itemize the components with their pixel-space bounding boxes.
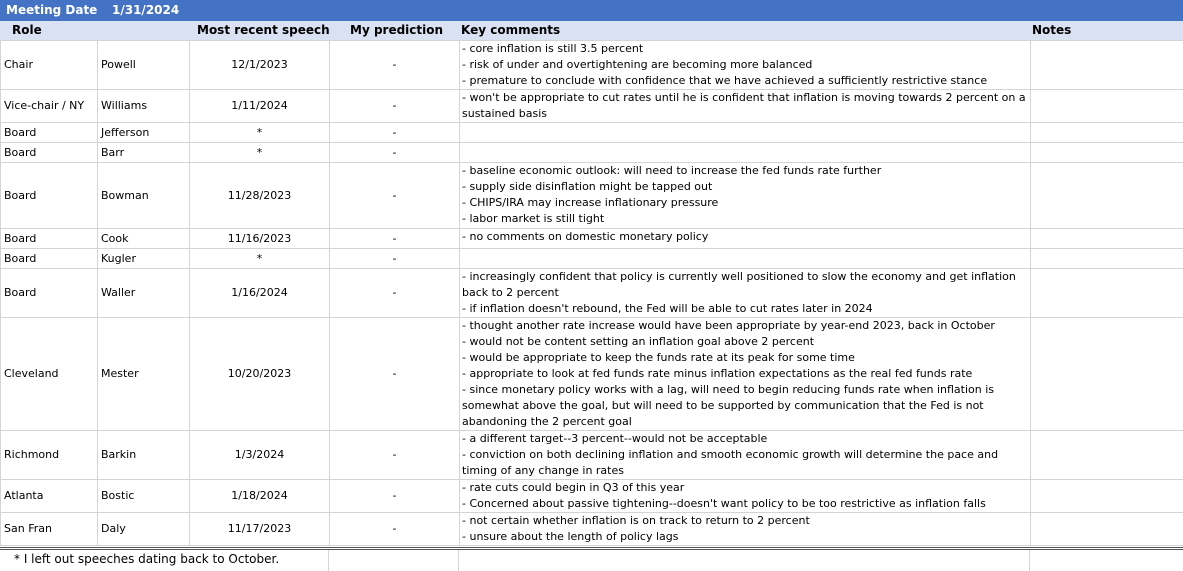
notes-cell [1031,163,1183,229]
key-comments-cell [460,249,1031,269]
speech-date-cell: * [190,123,330,143]
table-row [1,480,1183,513]
role-cell: Board [1,163,98,229]
notes-cell [1031,513,1183,546]
role-cell: Vice-chair / NY [1,90,98,123]
comment-line: - risk of under and overtightening are becoming more balanced [462,57,1028,73]
key-comments-cell [460,480,1031,513]
comment-line: - rate cuts could begin in Q3 of this year [462,480,1028,496]
comment-line: - no comments on domestic monetary policy [462,229,1028,245]
key-comments-cell [460,90,1031,123]
key-comments-cell [460,143,1031,163]
comment-line: - appropriate to look at fed funds rate minus inflation expectations as the real fed funds rate [462,366,1028,382]
comment-line: - thought another rate increase would have been appropriate by year-end 2023, back in October [462,318,1028,334]
comment-line: - not certain whether inflation is on track to return to 2 percent [462,513,1028,529]
name-cell: Barkin [98,431,190,480]
name-cell: Williams [98,90,190,123]
key-comments-cell [460,269,1031,318]
speech-date-cell: 11/16/2023 [190,229,330,249]
footnote: * I left out speeches dating back to October. [14,552,279,566]
notes-cell [1031,249,1183,269]
comment-line: sustained basis [462,106,1028,122]
table-row [1,513,1183,546]
notes-cell [1031,480,1183,513]
key-comments-cell [460,41,1031,90]
key-comments-cell [460,513,1031,546]
meeting-date-band [0,0,1183,21]
comment-line: - Concerned about passive tightening--doesn't want policy to be too restrictive as inflation falls [462,496,1028,512]
prediction-cell: - [330,269,460,318]
role-cell: Board [1,229,98,249]
key-comments-cell [460,229,1031,249]
prediction-cell: - [330,143,460,163]
header-notes: Notes [1032,23,1071,37]
comment-line: timing of any change in rates [462,463,1028,479]
comment-line: abandoning the 2 percent goal [462,414,1028,430]
prediction-cell: - [330,431,460,480]
speech-date-cell: 1/11/2024 [190,90,330,123]
comment-line: - labor market is still tight [462,211,1028,227]
notes-cell [1031,229,1183,249]
comment-line: - core inflation is still 3.5 percent [462,41,1028,57]
role-cell: Board [1,269,98,318]
key-comments-cell [460,163,1031,229]
meeting-date-label: Meeting Date [6,3,97,17]
footnote-row [0,547,1183,571]
role-cell: Board [1,123,98,143]
speech-date-cell: * [190,143,330,163]
notes-cell [1031,41,1183,90]
speech-date-cell: 1/3/2024 [190,431,330,480]
role-cell: Cleveland [1,318,98,431]
header-role: Role [12,23,42,37]
comment-line: somewhat above the goal, but will need to be supported by communication that the Fed is not [462,398,1028,414]
notes-cell [1031,143,1183,163]
prediction-cell: - [330,229,460,249]
role-cell: Atlanta [1,480,98,513]
table-row [1,318,1183,431]
comment-line: - a different target--3 percent--would not be acceptable [462,431,1028,447]
prediction-cell: - [330,90,460,123]
name-cell: Daly [98,513,190,546]
prediction-cell: - [330,480,460,513]
prediction-cell: - [330,318,460,431]
table-row [1,90,1183,123]
speech-date-cell: 12/1/2023 [190,41,330,90]
name-cell: Waller [98,269,190,318]
speech-date-cell: 1/18/2024 [190,480,330,513]
key-comments-cell [460,318,1031,431]
role-cell: Board [1,143,98,163]
comment-line: - supply side disinflation might be tapped out [462,179,1028,195]
prediction-cell: - [330,163,460,229]
meeting-date-value: 1/31/2024 [112,3,179,17]
comment-line: - premature to conclude with confidence that we have achieved a sufficiently restrictive stance [462,73,1028,89]
comment-line: - since monetary policy works with a lag, will need to begin reducing funds rate when inflation is [462,382,1028,398]
prediction-cell: - [330,41,460,90]
table-row [1,249,1183,269]
notes-cell [1031,123,1183,143]
speech-date-cell: 1/16/2024 [190,269,330,318]
prediction-cell: - [330,513,460,546]
role-cell: Richmond [1,431,98,480]
comment-line: - if inflation doesn't rebound, the Fed will be able to cut rates later in 2024 [462,301,1028,317]
comment-line: - would not be content setting an inflation goal above 2 percent [462,334,1028,350]
name-cell: Bowman [98,163,190,229]
name-cell: Barr [98,143,190,163]
name-cell: Bostic [98,480,190,513]
name-cell: Kugler [98,249,190,269]
prediction-cell: - [330,249,460,269]
table-row [1,41,1183,90]
notes-cell [1031,318,1183,431]
column-header-row [0,21,1183,41]
name-cell: Cook [98,229,190,249]
role-cell: Board [1,249,98,269]
speech-date-cell: * [190,249,330,269]
notes-cell [1031,90,1183,123]
header-key-comments: Key comments [461,23,560,37]
name-cell: Jefferson [98,123,190,143]
comment-line: - increasingly confident that policy is currently well positioned to slow the economy and get inflation [462,269,1028,285]
name-cell: Powell [98,41,190,90]
comment-line: - unsure about the length of policy lags [462,529,1028,545]
comment-line: - won't be appropriate to cut rates until he is confident that inflation is moving towards 2 percent on a [462,90,1028,106]
key-comments-cell [460,123,1031,143]
speech-table [0,40,1183,546]
comment-line: - CHIPS/IRA may increase inflationary pressure [462,195,1028,211]
key-comments-cell [460,431,1031,480]
name-cell: Mester [98,318,190,431]
table-row [1,123,1183,143]
role-cell: San Fran [1,513,98,546]
notes-cell [1031,431,1183,480]
table-row [1,269,1183,318]
table-row [1,229,1183,249]
role-cell: Chair [1,41,98,90]
table-row [1,431,1183,480]
comment-line: - would be appropriate to keep the funds rate at its peak for some time [462,350,1028,366]
speech-date-cell: 10/20/2023 [190,318,330,431]
speech-date-cell: 11/17/2023 [190,513,330,546]
speech-date-cell: 11/28/2023 [190,163,330,229]
header-most-recent-speech: Most recent speech [197,23,330,37]
prediction-cell: - [330,123,460,143]
table-row [1,143,1183,163]
table-row [1,163,1183,229]
comment-line: - baseline economic outlook: will need to increase the fed funds rate further [462,163,1028,179]
comment-line: back to 2 percent [462,285,1028,301]
notes-cell [1031,269,1183,318]
comment-line: - conviction on both declining inflation and smooth economic growth will determine the pace and [462,447,1028,463]
header-my-prediction: My prediction [350,23,443,37]
